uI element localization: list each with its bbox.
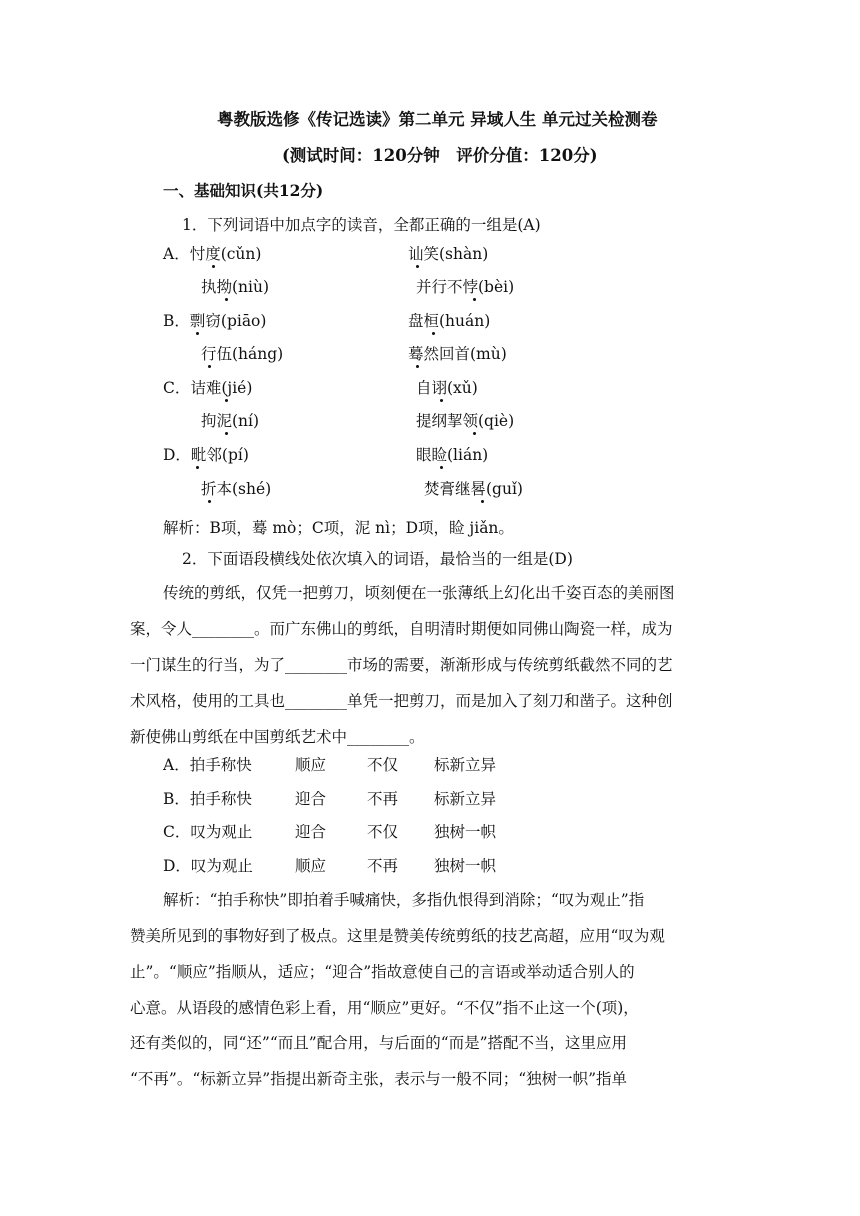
emphasis-dot bbox=[196, 332, 199, 335]
q2-analysis-line-1: 解析：“拍手称快”即拍着手喊痛快，多指仇恨得到消除；“叹为观止”指 bbox=[163, 891, 645, 909]
emphasis-dot bbox=[225, 432, 228, 435]
document-title: 粤教版选修《传记选读》第二单元 异域人生 单元过关检测卷 bbox=[217, 110, 658, 129]
emphasis-dot bbox=[416, 365, 419, 368]
q2-option-b-2: 迎合 bbox=[295, 790, 327, 808]
emphasis-dot bbox=[225, 399, 228, 402]
q1-option-d-word-4: 焚膏继晷(guǐ) bbox=[424, 480, 523, 498]
emphasis-dot bbox=[440, 466, 443, 469]
q1-option-c-word-4: 提纲挈领(qiè) bbox=[416, 412, 515, 430]
q1-option-c-word-3: 拘泥(ní) bbox=[201, 412, 260, 430]
q2-option-c-3: 不仅 bbox=[367, 823, 399, 841]
q1-option-b-word-1: B．剽窃(piāo) bbox=[163, 312, 267, 330]
q1-option-d-word-3: 折本(shé) bbox=[201, 480, 272, 498]
document-subtitle: (测试时间：120分钟 评价分值：120分) bbox=[282, 146, 598, 165]
q2-option-c-2: 迎合 bbox=[295, 823, 327, 841]
q2-option-d-3: 不再 bbox=[367, 857, 399, 875]
q1-option-a-word-1: A．忖度(cǔn) bbox=[163, 245, 262, 263]
section-heading: 一、基础知识(共12分) bbox=[163, 181, 324, 200]
q2-analysis-line-5: 还有类似的，同“还”“而且”配合用，与后面的“而是”搭配不当，这里应用 bbox=[130, 1034, 628, 1052]
q2-option-c-1: C．叹为观止 bbox=[163, 823, 253, 841]
q2-option-b-3: 不再 bbox=[367, 790, 399, 808]
q2-option-d-2: 顺应 bbox=[295, 857, 327, 875]
emphasis-dot bbox=[473, 298, 476, 301]
q2-passage-line-1: 传统的剪纸，仅凭一把剪刀，顷刻便在一张薄纸上幻化出千姿百态的美丽图 bbox=[163, 584, 675, 602]
emphasis-dot bbox=[416, 265, 419, 268]
q1-option-c-word-2: 自诩(xǔ) bbox=[416, 379, 478, 397]
q1-option-d-word-1: D．毗邻(pí) bbox=[163, 446, 249, 464]
question-2-stem: 2．下面语段横线处依次填入的词语，最恰当的一组是(D) bbox=[182, 550, 573, 568]
q1-analysis: 解析：B项，蓦 mò；C项，泥 nì；D项，睑 jiǎn。 bbox=[163, 519, 514, 537]
q2-option-a-2: 顺应 bbox=[295, 756, 327, 774]
q1-option-b-word-4: 蓦然回首(mù) bbox=[408, 345, 507, 363]
q2-passage-line-2: 案，令人________。而广东佛山的剪纸，自明清时期便如同佛山陶瓷一样，成为 bbox=[130, 620, 673, 638]
question-1-stem: 1．下列词语中加点字的读音，全都正确的一组是(A) bbox=[182, 216, 541, 234]
q2-analysis-line-2: 赞美所见到的事物好到了极点。这里是赞美传统剪纸的技艺高超，应用“叹为观 bbox=[130, 927, 665, 945]
q2-passage-line-3: 一门谋生的行当，为了________市场的需要，渐渐形成与传统剪纸截然不同的艺 bbox=[130, 656, 673, 674]
q1-option-c-word-1: C．诘难(jié) bbox=[163, 379, 253, 397]
q2-option-a-3: 不仅 bbox=[367, 756, 399, 774]
q2-analysis-line-3: 止”。“顺应”指顺从，适应；“迎合”指故意使自己的言语或举动适合别人的 bbox=[130, 963, 635, 981]
q1-option-a-word-2: 讪笑(shàn) bbox=[408, 245, 489, 263]
emphasis-dot bbox=[225, 298, 228, 301]
emphasis-dot bbox=[432, 332, 435, 335]
emphasis-dot bbox=[208, 365, 211, 368]
q2-passage-line-5: 新使佛山剪纸在中国剪纸艺术中________。 bbox=[130, 728, 425, 746]
emphasis-dot bbox=[196, 466, 199, 469]
q2-passage-line-4: 术风格，使用的工具也________单凭一把剪刀，而是加入了刻刀和凿子。这种创 bbox=[130, 692, 673, 710]
q1-option-b-word-2: 盘桓(huán) bbox=[408, 312, 491, 330]
q1-option-a-word-4: 并行不悖(bèi) bbox=[416, 278, 515, 296]
q1-option-a-word-3: 执拗(niù) bbox=[201, 278, 270, 296]
q2-option-a-4: 标新立异 bbox=[434, 756, 497, 774]
q2-analysis-line-4: 心意。从语段的感情色彩上看，用“顺应”更好。“不仅”指不止这一个(项)， bbox=[130, 999, 639, 1017]
q2-option-c-4: 独树一帜 bbox=[434, 823, 497, 841]
emphasis-dot bbox=[208, 500, 211, 503]
q2-option-b-4: 标新立异 bbox=[434, 790, 497, 808]
q2-option-b-1: B．拍手称快 bbox=[163, 790, 252, 808]
q2-option-a-1: A．拍手称快 bbox=[163, 756, 252, 774]
q2-option-d-4: 独树一帜 bbox=[434, 857, 497, 875]
q2-option-d-1: D．叹为观止 bbox=[163, 857, 253, 875]
q1-option-b-word-3: 行伍(háng) bbox=[201, 345, 284, 363]
q2-analysis-line-6: “不再”。“标新立异”指提出新奇主张，表示与一般不同；“独树一帜”指单 bbox=[130, 1070, 628, 1088]
emphasis-dot bbox=[481, 500, 484, 503]
emphasis-dot bbox=[440, 399, 443, 402]
q1-option-d-word-2: 眼睑(lián) bbox=[416, 446, 489, 464]
emphasis-dot bbox=[212, 265, 215, 268]
emphasis-dot bbox=[473, 432, 476, 435]
